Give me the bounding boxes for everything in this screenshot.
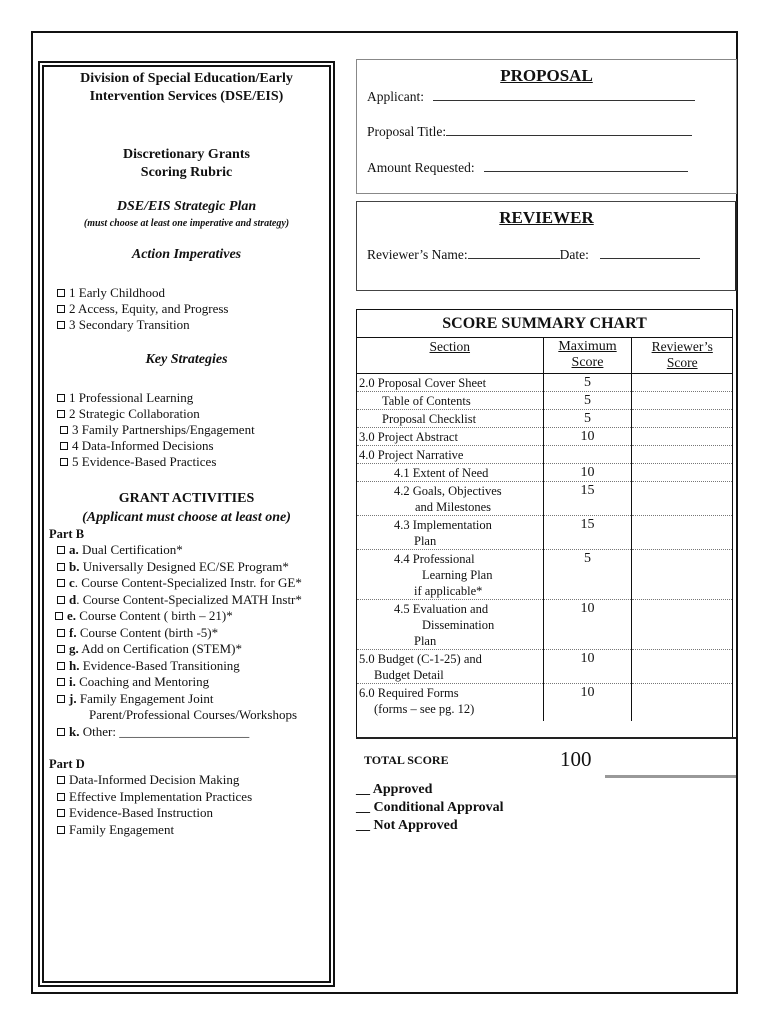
score-row xyxy=(357,482,732,516)
score-row xyxy=(357,410,732,428)
checkbox-icon[interactable] xyxy=(57,546,65,554)
applicant-field[interactable] xyxy=(367,88,695,105)
strategies-list xyxy=(57,390,255,470)
imperative-item[interactable]: 1 Early Childhood xyxy=(57,285,228,301)
rubric-line-1: Discretionary Grants xyxy=(123,147,250,162)
section-cell: 4.5 Evaluation and Dissemination Plan xyxy=(357,600,543,650)
part-b-item[interactable]: h. Evidence-Based Transitioning xyxy=(57,658,302,675)
conditional-approval-option[interactable]: __ Conditional Approval xyxy=(356,800,504,815)
total-score-value: 100 xyxy=(560,747,592,771)
score-row xyxy=(357,600,732,650)
reviewer-date-input-line[interactable] xyxy=(600,246,700,259)
max-score-cell: 10 xyxy=(543,428,632,446)
section-cell: Proposal Checklist xyxy=(357,410,543,428)
proposal-title-field[interactable] xyxy=(367,123,692,140)
score-row xyxy=(357,392,732,410)
max-score-cell: 10 xyxy=(543,650,632,684)
total-score-line xyxy=(605,775,736,778)
checkbox-icon[interactable] xyxy=(57,629,65,637)
part-b-item[interactable]: b. Universally Designed EC/SE Program* xyxy=(57,559,302,576)
checkbox-icon[interactable] xyxy=(57,645,65,653)
division-line-2: Intervention Services (DSE/EIS) xyxy=(89,89,284,104)
chart-title: SCORE SUMMARY CHART xyxy=(442,315,647,332)
part-b-item[interactable]: a. Dual Certification* xyxy=(57,542,302,559)
checkbox-icon[interactable] xyxy=(57,695,65,703)
checkbox-icon[interactable] xyxy=(57,305,65,313)
action-imperatives-heading: Action Imperatives xyxy=(131,247,242,262)
strategy-item[interactable]: 5 Evidence-Based Practices xyxy=(60,454,255,470)
max-score-cell: 15 xyxy=(543,516,632,550)
checkbox-icon[interactable] xyxy=(55,612,63,620)
reviewer-name-field[interactable] xyxy=(367,246,700,263)
part-d-item[interactable]: Data-Informed Decision Making xyxy=(57,772,252,789)
proposal-title: PROPOSAL xyxy=(500,66,593,85)
part-b-list xyxy=(57,542,302,740)
max-score-cell xyxy=(543,446,632,464)
score-table-header xyxy=(357,338,732,374)
score-row xyxy=(357,550,732,600)
score-row xyxy=(357,650,732,684)
part-b-item-continuation: Parent/Professional Courses/Workshops xyxy=(89,707,298,722)
reviewer-title: REVIEWER xyxy=(499,208,594,227)
reviewer-score-cell[interactable] xyxy=(632,516,732,550)
imperative-item[interactable]: 2 Access, Equity, and Progress xyxy=(57,301,228,317)
reviewer-score-cell[interactable] xyxy=(632,374,732,392)
strategy-item[interactable]: 2 Strategic Collaboration xyxy=(57,406,255,422)
checkbox-icon[interactable] xyxy=(57,662,65,670)
checkbox-icon[interactable] xyxy=(57,579,65,587)
checkbox-icon[interactable] xyxy=(57,793,65,801)
applicant-input-line[interactable] xyxy=(433,88,695,101)
section-cell: 4.4 Professional Learning Plan if applicable* xyxy=(357,550,543,600)
grant-activities-heading: GRANT ACTIVITIES xyxy=(118,491,255,506)
checkbox-icon[interactable] xyxy=(57,289,65,297)
reviewer-score-cell[interactable] xyxy=(632,428,732,446)
checkbox-icon[interactable] xyxy=(57,809,65,817)
not-approved-option[interactable]: __ Not Approved xyxy=(356,818,458,833)
section-cell: 4.3 Implementation Plan xyxy=(357,516,543,550)
score-row xyxy=(357,428,732,446)
max-score-cell: 5 xyxy=(543,392,632,410)
part-b-item[interactable]: e. Course Content ( birth – 21)* xyxy=(55,608,302,625)
checkbox-icon[interactable] xyxy=(57,776,65,784)
part-b-label: Part B xyxy=(49,527,85,541)
section-cell: 2.0 Proposal Cover Sheet xyxy=(357,374,543,392)
section-cell: 4.2 Goals, Objectives and Milestones xyxy=(357,482,543,516)
grant-activities-note: (Applicant must choose at least one) xyxy=(82,510,291,525)
imperatives-list xyxy=(57,285,228,333)
col-section-header: Section xyxy=(357,338,543,374)
amount-requested-input-line[interactable] xyxy=(484,159,688,172)
section-cell: 3.0 Project Abstract xyxy=(357,428,543,446)
amount-requested-label: Amount Requested: xyxy=(367,160,475,175)
reviewer-score-cell[interactable] xyxy=(632,446,732,464)
max-score-cell: 5 xyxy=(543,550,632,600)
part-d-list xyxy=(57,772,252,838)
approval-options xyxy=(356,781,504,835)
part-d-item[interactable]: Evidence-Based Instruction xyxy=(57,805,252,822)
chart-bottom-rule xyxy=(356,737,736,739)
checkbox-icon[interactable] xyxy=(57,596,65,604)
division-heading xyxy=(42,70,331,106)
reviewer-score-cell[interactable] xyxy=(632,464,732,482)
section-cell: Table of Contents xyxy=(357,392,543,410)
checkbox-icon[interactable] xyxy=(60,426,68,434)
part-b-item[interactable]: j. Family Engagement Joint xyxy=(57,691,302,708)
checkbox-icon[interactable] xyxy=(57,394,65,402)
checkbox-icon[interactable] xyxy=(57,678,65,686)
score-row xyxy=(357,464,732,482)
part-d-item[interactable]: Effective Implementation Practices xyxy=(57,789,252,806)
section-cell: 4.1 Extent of Need xyxy=(357,464,543,482)
approved-option[interactable]: __ Approved xyxy=(356,782,433,797)
section-cell: 6.0 Required Forms (forms – see pg. 12) xyxy=(357,684,543,722)
score-table xyxy=(357,337,732,721)
reviewer-score-cell[interactable] xyxy=(632,600,732,650)
reviewer-score-cell[interactable] xyxy=(632,392,732,410)
reviewer-name-label: Reviewer’s Name: xyxy=(367,247,468,262)
reviewer-score-cell[interactable] xyxy=(632,650,732,684)
score-row xyxy=(357,374,732,392)
checkbox-icon[interactable] xyxy=(57,563,65,571)
strategic-plan-note: (must choose at least one imperative and strategy) xyxy=(83,218,290,229)
reviewer-score-cell[interactable] xyxy=(632,410,732,428)
reviewer-score-cell[interactable] xyxy=(632,482,732,516)
reviewer-score-cell[interactable] xyxy=(632,550,732,600)
imperative-item[interactable]: 3 Secondary Transition xyxy=(57,317,228,333)
part-b-item[interactable]: d. Course Content-Specialized MATH Instr* xyxy=(57,592,302,609)
amount-requested-field[interactable] xyxy=(367,159,688,176)
checkbox-icon[interactable] xyxy=(57,728,65,736)
part-b-item[interactable]: f. Course Content (birth -5)* xyxy=(57,625,302,642)
applicant-label: Applicant: xyxy=(367,89,424,104)
part-b-item[interactable]: i. Coaching and Mentoring xyxy=(57,674,302,691)
reviewer-date-label: Date: xyxy=(559,247,589,262)
score-row xyxy=(357,516,732,550)
part-b-item[interactable]: k. Other: ____________________ xyxy=(57,724,302,741)
max-score-cell: 10 xyxy=(543,464,632,482)
rubric-line-2: Scoring Rubric xyxy=(140,165,233,180)
score-summary-chart xyxy=(356,309,733,739)
rubric-heading xyxy=(42,146,331,182)
strategy-item[interactable]: 1 Professional Learning xyxy=(57,390,255,406)
strategic-plan-heading: DSE/EIS Strategic Plan xyxy=(116,199,257,214)
checkbox-icon[interactable] xyxy=(60,442,68,450)
proposal-title-label: Proposal Title: xyxy=(367,124,447,139)
max-score-cell: 10 xyxy=(543,684,632,722)
part-b-item[interactable]: g. Add on Certification (STEM)* xyxy=(57,641,302,658)
total-score-label: TOTAL SCORE xyxy=(364,753,449,767)
part-b-item[interactable]: c. Course Content-Specialized Instr. for GE* xyxy=(57,575,302,592)
score-row xyxy=(357,446,732,464)
max-score-cell: 5 xyxy=(543,374,632,392)
reviewer-name-input-line[interactable] xyxy=(468,246,560,259)
section-cell: 5.0 Budget (C-1-25) and Budget Detail xyxy=(357,650,543,684)
max-score-cell: 10 xyxy=(543,600,632,650)
checkbox-icon[interactable] xyxy=(57,826,65,834)
section-cell: 4.0 Project Narrative xyxy=(357,446,543,464)
proposal-title-input-line[interactable] xyxy=(446,123,692,136)
division-line-1: Division of Special Education/Early xyxy=(80,71,293,86)
score-row xyxy=(357,684,732,722)
checkbox-icon[interactable] xyxy=(57,321,65,329)
strategy-item[interactable]: 3 Family Partnerships/Engagement xyxy=(60,422,255,438)
part-d-item[interactable]: Family Engagement xyxy=(57,822,252,839)
max-score-cell: 15 xyxy=(543,482,632,516)
key-strategies-heading: Key Strategies xyxy=(145,352,228,367)
col-max-score-header: Maximum Score xyxy=(543,338,632,374)
part-d-label: Part D xyxy=(49,757,85,771)
strategy-item[interactable]: 4 Data-Informed Decisions xyxy=(60,438,255,454)
reviewer-score-cell[interactable] xyxy=(632,684,732,722)
col-reviewer-score-header: Reviewer’s Score xyxy=(632,338,732,374)
max-score-cell: 5 xyxy=(543,410,632,428)
checkbox-icon[interactable] xyxy=(60,458,68,466)
checkbox-icon[interactable] xyxy=(57,410,65,418)
